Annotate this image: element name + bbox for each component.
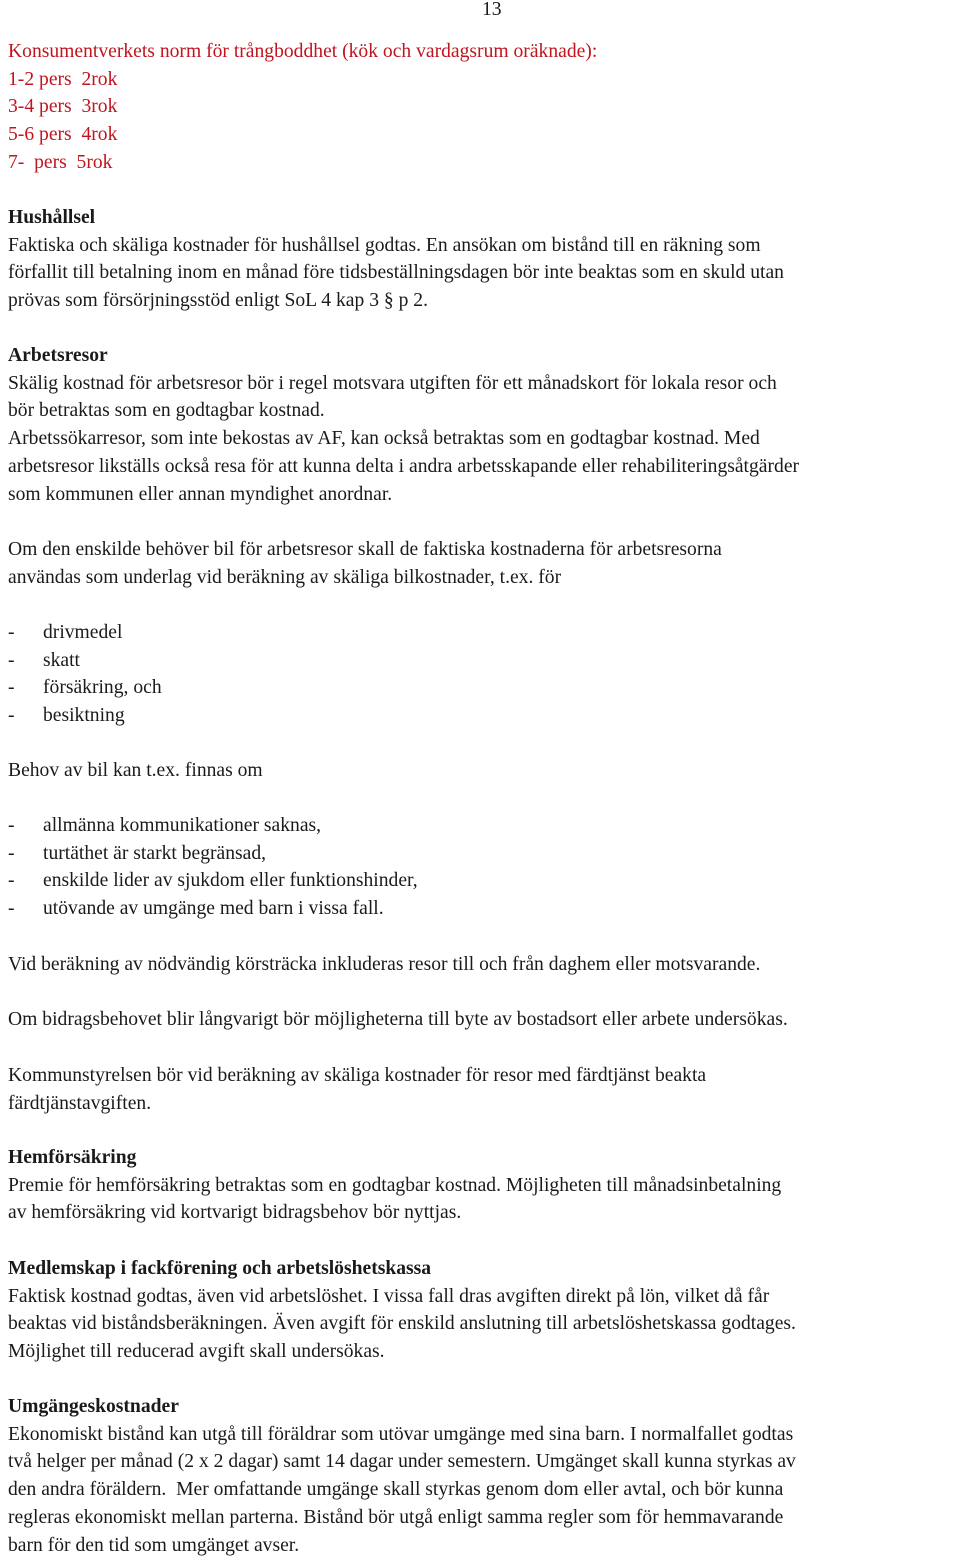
umgange-text: Ekonomiskt bistånd kan utgå till föräldrar som utövar umgänge med sina barn. I normalfallet godtas	[8, 1423, 794, 1445]
medlemskap-text: Möjlighet till reducerad avgift skall undersökas.	[8, 1341, 385, 1363]
hushallsel-heading: Hushållsel	[8, 207, 96, 228]
list-dash: -	[8, 705, 15, 727]
bil-text: användas som underlag vid beräkning av skäliga bilkostnader, t.ex. för	[8, 566, 562, 588]
umgange-text: två helger per månad (2 x 2 dagar) samt 14 dagar under semestern. Umgänget skall kunna styrkas av	[8, 1451, 796, 1473]
arbetsresor-text: som kommunen eller annan myndighet anordnar.	[8, 483, 393, 505]
norm-row: 1-2 pers 2rok	[8, 68, 118, 90]
list-item-text: turtäthet är starkt begränsad,	[43, 842, 267, 864]
umgange-text: barn för den tid som umgänget avser.	[8, 1534, 300, 1556]
list-item-text: försäkring, och	[43, 677, 162, 699]
umgange-section	[8, 1393, 956, 1559]
langvarigt-text: Om bidragsbehovet blir långvarigt bör möjligheterna till byte av bostadsort eller arbete undersökas.	[8, 1009, 788, 1030]
list-item	[8, 812, 956, 840]
page-number: 13	[482, 0, 502, 20]
hemforsakring-text: av hemförsäkring vid kortvarigt bidragsbehov bör nyttjas.	[8, 1202, 462, 1224]
list-item	[8, 895, 956, 923]
list-dash: -	[8, 842, 15, 864]
hemforsakring-section	[8, 1144, 956, 1227]
list-item	[8, 619, 956, 647]
behov-intro-text: Behov av bil kan t.ex. finnas om	[8, 760, 263, 781]
fardtjanst-text: Kommunstyrelsen bör vid beräkning av skäliga kostnader för resor med färdtjänst beakta	[8, 1065, 707, 1086]
umgange-heading: Umgängeskostnader	[8, 1396, 179, 1417]
list-item	[8, 647, 956, 675]
list-item	[8, 674, 956, 702]
medlemskap-heading: Medlemskap i fackförening och arbetslöshetskassa	[8, 1258, 432, 1279]
arbetsresor-section	[8, 342, 956, 508]
list-dash: -	[8, 649, 15, 671]
medlemskap-text: beaktas vid biståndsberäkningen. Även avgift för enskild anslutning till arbetslöshetskassa godtages.	[8, 1313, 796, 1335]
list-item	[8, 867, 956, 895]
fardtjanst-paragraph	[8, 1062, 956, 1117]
hushallsel-section	[8, 204, 956, 315]
list-item-text: skatt	[43, 649, 81, 671]
bil-text: Om den enskilde behöver bil för arbetsresor skall de faktiska kostnaderna för arbetsresorna	[8, 539, 722, 560]
list-dash: -	[8, 870, 15, 892]
hemforsakring-heading: Hemförsäkring	[8, 1147, 137, 1168]
arbetsresor-text: bör betraktas som en godtagbar kostnad.	[8, 400, 325, 422]
list-item-text: utövande av umgänge med barn i vissa fall.	[43, 898, 384, 920]
list-item-text: drivmedel	[43, 622, 123, 643]
korstracka-paragraph	[8, 951, 956, 979]
norm-row: 5-6 pers 4rok	[8, 124, 118, 146]
norm-row: 3-4 pers 3rok	[8, 96, 118, 118]
list-dash: -	[8, 622, 15, 643]
arbetsresor-text: Arbetssökarresor, som inte bekostas av AF, kan också betraktas som en godtagbar kostnad. Med	[8, 428, 760, 450]
list-dash: -	[8, 677, 15, 699]
langvarigt-paragraph	[8, 1006, 956, 1034]
umgange-text: regleras ekonomiskt mellan parterna. Bistånd bör utgå enligt samma regler som för hemmavarande	[8, 1506, 784, 1528]
norm-section	[8, 38, 956, 177]
arbetsresor-text: Skälig kostnad för arbetsresor bör i regel motsvara utgiften för ett månadskort för lokala resor och	[8, 372, 777, 394]
hushallsel-text: förfallit till betalning inom en månad före tidsbeställningsdagen bör inte beaktas som en skuld utan	[8, 262, 784, 284]
arbetsresor-heading: Arbetsresor	[8, 345, 108, 366]
medlemskap-text: Faktisk kostnad godtas, även vid arbetslöshet. I vissa fall dras avgiften direkt på lön, vilket då får	[8, 1285, 770, 1307]
behov-intro	[8, 757, 956, 785]
list-item	[8, 702, 956, 730]
list-item-text: enskilde lider av sjukdom eller funktionshinder,	[43, 870, 418, 892]
medlemskap-section	[8, 1255, 956, 1366]
bil-paragraph	[8, 536, 956, 591]
umgange-text: den andra föräldern. Mer omfattande umgänge skall styrkas genom dom eller avtal, och bör kunna	[8, 1479, 784, 1501]
list-dash: -	[8, 815, 15, 836]
cost-list	[8, 619, 956, 730]
arbetsresor-text: arbetsresor likställs också resa för att kunna delta i andra arbetsskapande eller rehabiliteringsåtgärder	[8, 455, 800, 477]
hushallsel-text: Faktiska och skäliga kostnader för hushållsel godtas. En ansökan om bistånd till en räkning som	[8, 234, 761, 256]
list-dash: -	[8, 898, 15, 920]
korstracka-text: Vid beräkning av nödvändig körsträcka inkluderas resor till och från daghem eller motsvarande.	[8, 954, 761, 975]
list-item	[8, 840, 956, 868]
hemforsakring-text: Premie för hemförsäkring betraktas som en godtagbar kostnad. Möjligheten till månadsinbetalning	[8, 1174, 782, 1196]
behov-list	[8, 812, 956, 923]
list-item-text: allmänna kommunikationer saknas,	[43, 815, 322, 836]
list-item-text: besiktning	[43, 705, 125, 727]
norm-title: Konsumentverkets norm för trångboddhet (kök och vardagsrum oräknade):	[8, 41, 598, 62]
fardtjanst-text: färdtjänstavgiften.	[8, 1092, 152, 1114]
norm-row: 7- pers 5rok	[8, 151, 113, 173]
hushallsel-text: prövas som försörjningsstöd enligt SoL 4 kap 3 § p 2.	[8, 290, 428, 312]
